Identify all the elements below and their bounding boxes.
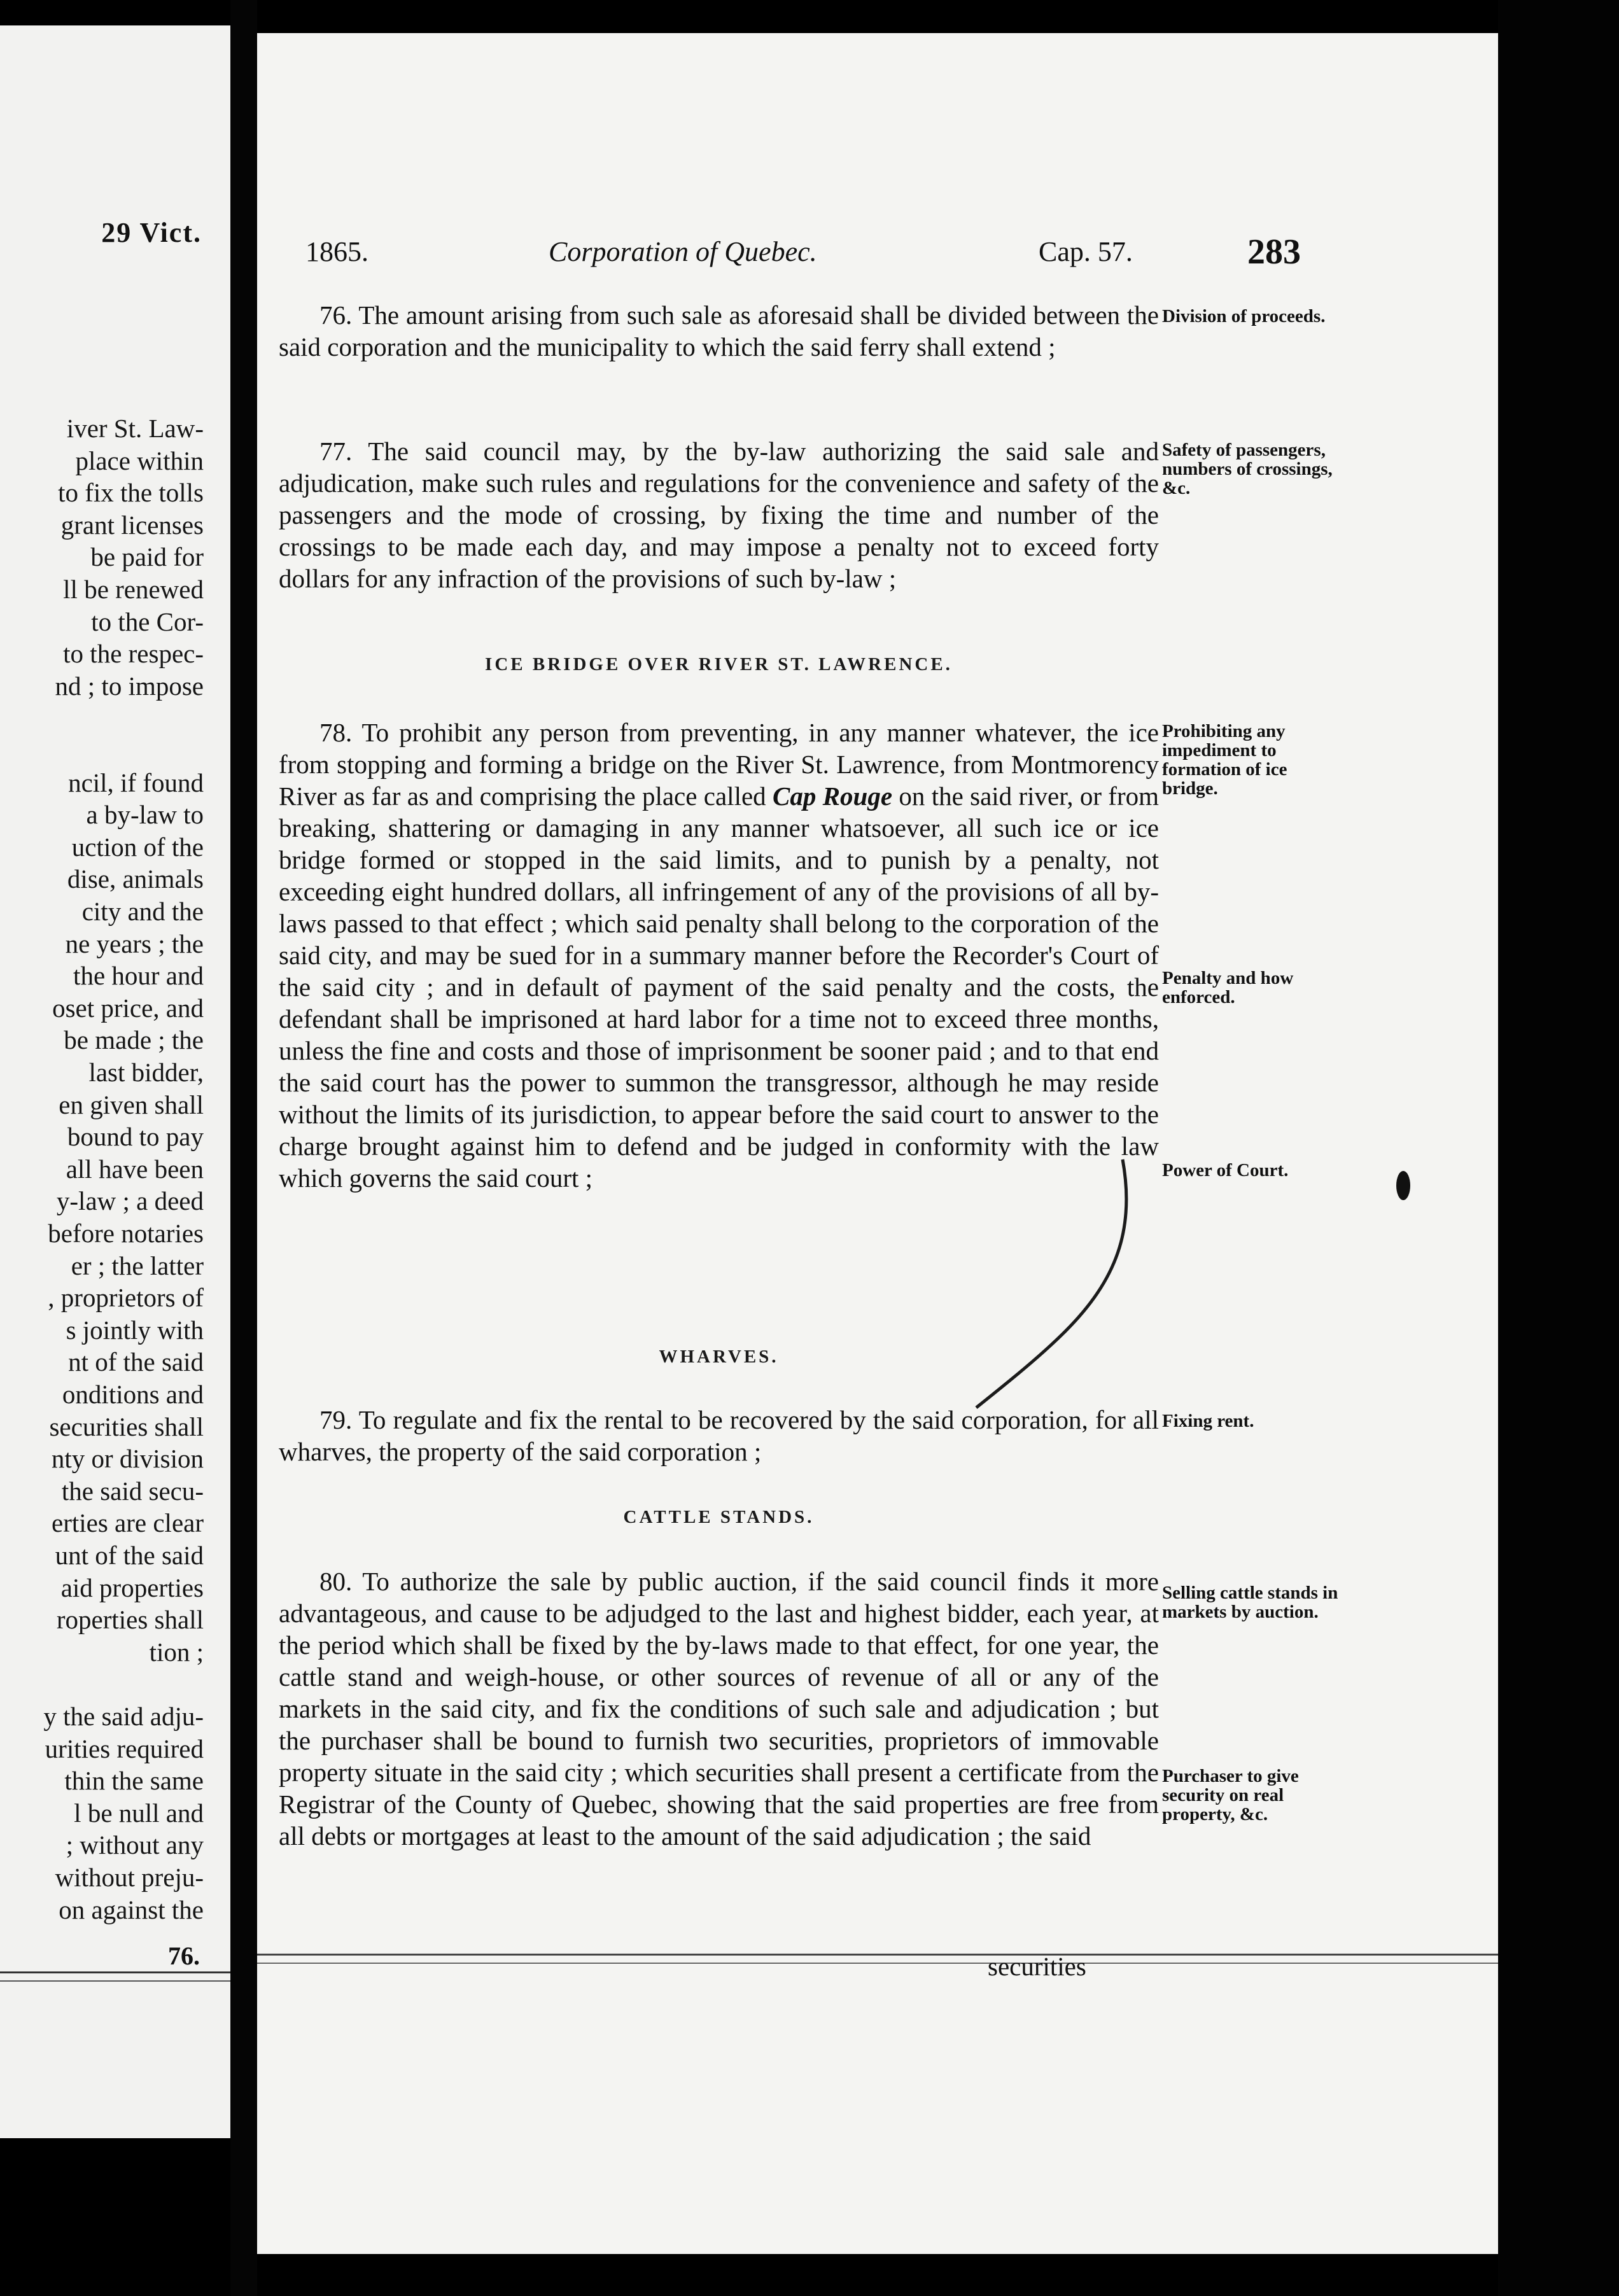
previous-page-fragment [0, 25, 230, 2138]
document-page [257, 33, 1498, 2254]
margin-note-safety: Safety of passengers, numbers of crossings, &c. [1162, 440, 1333, 498]
previous-page-line: l be null and [74, 1798, 204, 1828]
previous-page-line: on against the [59, 1894, 204, 1924]
previous-page-rule [0, 1971, 230, 1973]
margin-note-fixing-rent: Fixing rent. [1162, 1411, 1254, 1431]
catchword: securities [988, 1952, 1086, 1981]
previous-page-line: aid properties [60, 1572, 204, 1602]
previous-page-line: uction of the [71, 832, 204, 862]
previous-page-line: , proprietors of [48, 1283, 204, 1313]
previous-page-line: ncil, if found [68, 767, 204, 797]
previous-page-line: nt of the said [68, 1347, 204, 1377]
section-79: 79. To regulate and fix the rental to be recovered by the said corporation, for all wharves, the property of the said corporation ; [279, 1405, 1159, 1466]
previous-page-line: to the Cor- [91, 606, 204, 636]
previous-page-header: 29 Vict. [101, 217, 202, 248]
previous-page-line: tion ; [149, 1637, 204, 1667]
previous-page-line: the said secu- [61, 1476, 204, 1506]
previous-page-line: ll be renewed [63, 575, 204, 604]
previous-page-line: s jointly with [66, 1315, 204, 1345]
book-gutter [230, 0, 257, 2296]
previous-page-line: all have been [66, 1154, 204, 1184]
previous-page-line: dise, animals [67, 864, 204, 894]
ink-pen-stroke [970, 1153, 1148, 1420]
previous-page-footer: 76. [168, 1942, 200, 1970]
heading-ice-bridge: ICE BRIDGE OVER RIVER ST. LAWRENCE. [485, 654, 953, 675]
previous-page-line: nd ; to impose [55, 671, 204, 701]
place-name-cap-rouge: Cap Rouge [773, 781, 893, 811]
margin-note-prohibiting: Prohibiting any impediment to formation of ice bridge. [1162, 721, 1287, 799]
previous-page-line: thin the same [64, 1766, 204, 1796]
previous-page-line: a by-law to [86, 800, 204, 830]
previous-page-line: urities required [45, 1733, 204, 1763]
previous-page-line: bound to pay [67, 1122, 204, 1152]
page-bottom-rule [257, 1954, 1498, 1956]
section-78: 78. To prohibit any person from preventing, in any manner whatever, the ice from stopping and forming a bridge on the River St. Lawrence, from Montmorency River as far as and comprising the place called Cap Rouge on the said river, or from breaking, shattering or damaging in any manner whatsoever, all such ice or ice bridge formed or stopped in the said limits, and to punish by a penalty, not exceeding eight hundred dollars, all infringement of any of the provisions of all by-laws passed to that effect ; which said penalty shall belong to the corporation of the said city, and may be sued for in a summary manner before the Recorder's Court of the said city ; and in default of payment of the said penalty and the costs, the defendant shall be imprisoned at hard labor for a time not to exceed three months, unless the fine and costs and those of imprisonment be sooner paid ; and to that end the said court has the power to summon the transgressor, although he may reside without the limits of its jurisdiction, to appear before the said court to answer to the charge brought against him to defend and be judged in conformity with the law which governs the said court ; [279, 718, 1159, 1193]
previous-page-line: to the respec- [63, 639, 204, 669]
previous-page-line: last bidder, [88, 1058, 204, 1087]
previous-page-line: nty or division [51, 1444, 204, 1474]
previous-page-line: y-law ; a deed [56, 1186, 204, 1216]
header-chapter: Cap. 57. [1039, 236, 1133, 267]
previous-page-line: unt of the said [55, 1541, 204, 1570]
header-year: 1865. [305, 236, 368, 267]
previous-page-line: city and the [81, 897, 204, 926]
previous-page-line: onditions and [62, 1380, 204, 1409]
previous-page-line: roperties shall [56, 1605, 204, 1635]
header-title: Corporation of Quebec. [549, 236, 817, 267]
margin-note-penalty: Penalty and how enforced. [1162, 968, 1294, 1007]
previous-page-line: securities shall [49, 1411, 204, 1441]
previous-page-line: be made ; the [64, 1025, 204, 1055]
margin-note-selling-cattle: Selling cattle stands in markets by auction. [1162, 1583, 1338, 1622]
heading-wharves: WHARVES. [659, 1347, 779, 1367]
previous-page-line: en given shall [59, 1089, 204, 1119]
previous-page-line: er ; the latter [71, 1250, 204, 1280]
previous-page-line: be paid for [90, 542, 204, 572]
ink-blot [1396, 1171, 1410, 1200]
previous-page-line: grant licenses [60, 510, 204, 540]
previous-page-line: ; without any [66, 1830, 204, 1860]
previous-page-line: ne years ; the [65, 928, 204, 958]
heading-cattle-stands: CATTLE STANDS. [623, 1507, 815, 1527]
previous-page-line: y the said adju- [43, 1702, 204, 1731]
section-76: 76. The amount arising from such sale as aforesaid shall be divided between the said corporation and the municipality to which the said ferry shall extend ; [279, 300, 1159, 361]
previous-page-line: erties are clear [52, 1508, 204, 1538]
previous-page-line: place within [75, 445, 204, 475]
scan-border [1498, 0, 1619, 2296]
previous-page-line: oset price, and [52, 993, 204, 1023]
margin-note-division: Division of proceeds. [1162, 306, 1326, 326]
previous-page-line: to fix the tolls [58, 478, 204, 508]
previous-page-line: before notaries [48, 1219, 204, 1248]
previous-page-rule-2 [0, 1980, 230, 1982]
section-80: 80. To authorize the sale by public auction, if the said council finds it more advantageous, and cause to be adjudged to the last and highest bidder, each year, at the period which shall be fixed by the by-laws made to that effect, for one year, the cattle stand and weigh-house, or other sources of revenue of all or any of the markets in the said city, and fix the conditions of such sale and adjudication ; but the purchaser shall be bound to furnish two securities, proprietors of immovable property situate in the said city ; which securities shall present a certificate from the Registrar of the County of Quebec, showing that the said properties are free from all debts or mortgages at least to the amount of the said adjudication ; the said [279, 1567, 1159, 1851]
margin-note-purchaser: Purchaser to give security on real property, &c. [1162, 1766, 1299, 1824]
section-77: 77. The said council may, by the by-law authorizing the said sale and adjudication, make such rules and regulations for the convenience and safety of the passengers and the mode of crossing, by fixing the time and number of the crossings to be made each day, and may impose a penalty not to exceed forty dollars for any infraction of the provisions of such by-law ; [279, 437, 1159, 593]
previous-page-line: without preju- [55, 1863, 204, 1892]
page-bottom-rule-2 [257, 1963, 1498, 1964]
page-number: 283 [1247, 232, 1301, 272]
margin-note-power: Power of Court. [1162, 1160, 1289, 1180]
previous-page-line: the hour and [73, 961, 204, 991]
previous-page-line: iver St. Law- [66, 414, 204, 443]
